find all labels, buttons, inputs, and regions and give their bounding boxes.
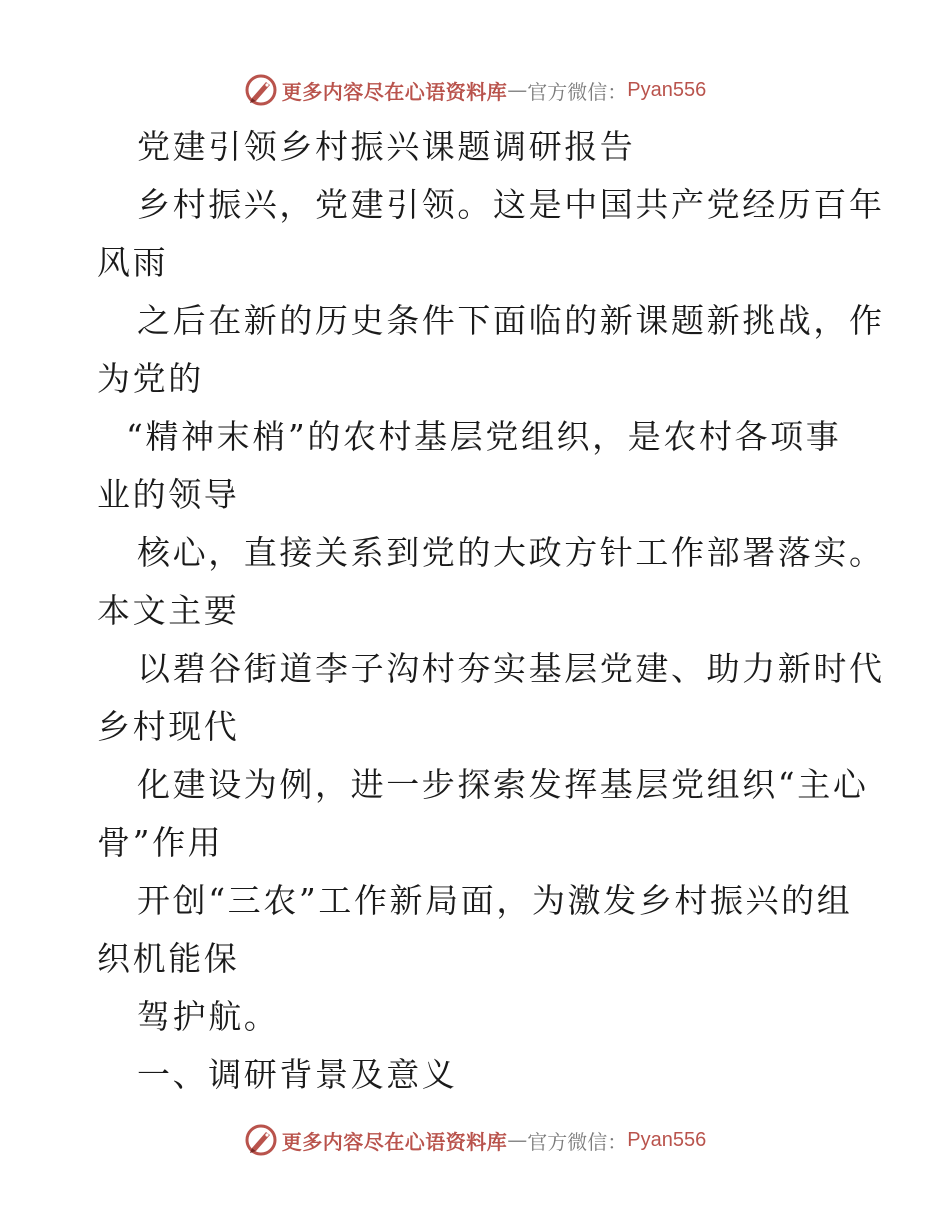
paragraph-line: 骨”作用 — [97, 823, 224, 862]
paragraph-line: 核心，直接关系到党的大政方针工作部署落实。 — [137, 533, 885, 572]
footer-main-text: 更多内容尽在心语资料库 — [281, 1129, 508, 1154]
paragraph-line: 以碧谷街道李子沟村夯实基层党建、助力新时代 — [137, 649, 885, 688]
paragraph-line: 为党的 — [97, 359, 204, 398]
paragraph-line: 织机能保 — [97, 939, 240, 978]
paragraph-line: 之后在新的历史条件下面临的新课题新挑战，作 — [137, 301, 885, 340]
header-main-text: 更多内容尽在心语资料库 — [281, 79, 508, 104]
footer-wechat-label: 官方微信： — [527, 1129, 628, 1154]
paragraph-line: 化建设为例，进一步探索发挥基层党组织“主心 — [137, 765, 869, 804]
header-account: Pyan556 — [627, 78, 707, 101]
document-title: 党建引领乡村振兴课题调研报告 — [137, 127, 636, 166]
header-banner — [0, 70, 950, 110]
footer-dash: — — [507, 1128, 528, 1152]
header-wechat-label: 官方微信： — [527, 79, 628, 104]
section-heading: 一、调研背景及意义 — [137, 1055, 458, 1094]
pen-logo-icon — [244, 1123, 278, 1157]
paragraph-line: 开创“三农”工作新局面，为激发乡村振兴的组 — [137, 881, 853, 920]
header-dash: — — [507, 78, 528, 102]
paragraph-line: 乡村现代 — [97, 707, 240, 746]
footer-account: Pyan556 — [627, 1128, 707, 1151]
paragraph-line: 乡村振兴，党建引领。这是中国共产党经历百年 — [137, 185, 885, 224]
paragraph-line: 业的领导 — [97, 475, 240, 514]
paragraph-line: 风雨 — [97, 243, 169, 282]
pen-logo-icon — [244, 73, 278, 107]
paragraph-line: 本文主要 — [97, 591, 240, 630]
footer-banner — [0, 1120, 950, 1160]
paragraph-line: “精神末梢”的农村基层党组织，是农村各项事 — [126, 417, 842, 456]
paragraph-line: 驾护航。 — [137, 997, 280, 1036]
